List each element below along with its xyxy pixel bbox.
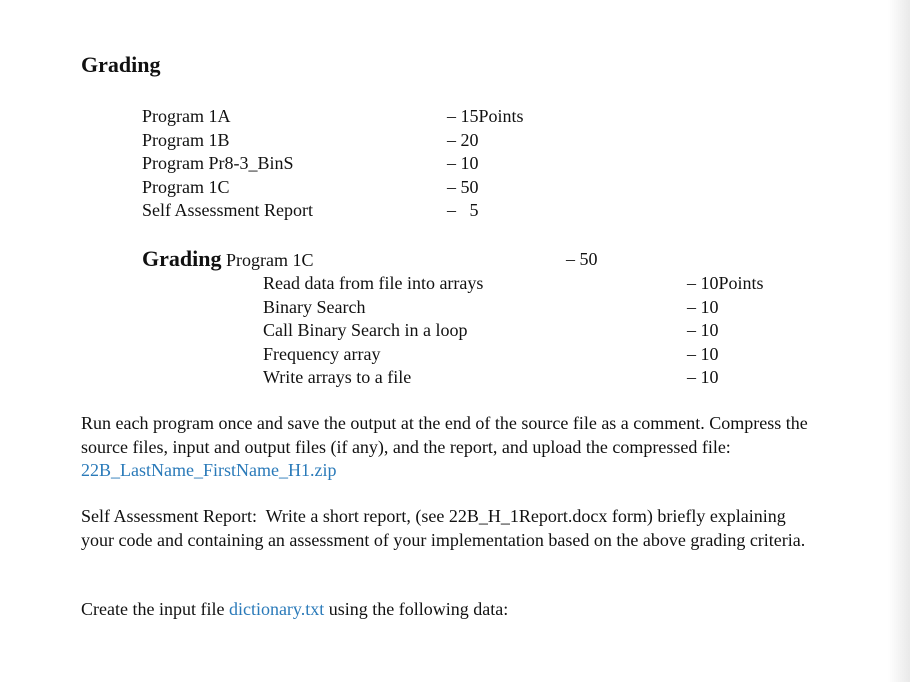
self-assessment-paragraph xyxy=(81,505,821,552)
grading-row xyxy=(142,176,479,200)
self-assessment-text: Self Assessment Report: Write a short report, (see 22B_H_1Report.docx form) briefly explaining your code and containing an assessment of your implementation based on the above grading criteria. xyxy=(81,506,806,550)
sub-grading-bold-label: Grading xyxy=(142,246,222,271)
sub-grading-item-label: Write arrays to a file xyxy=(263,367,412,387)
sub-grading-item-label: Binary Search xyxy=(263,296,366,317)
sub-grading-item-label: Read data from file into arrays xyxy=(263,273,484,293)
page-edge-shadow xyxy=(888,0,910,682)
grading-item-label: Program Pr8-3_BinS xyxy=(142,153,294,173)
input-file-paragraph xyxy=(81,598,821,622)
zip-filename-link[interactable]: 22B_LastName_FirstName_H1.zip xyxy=(81,460,337,480)
sub-grading-item-points: – 10 xyxy=(687,367,719,387)
grading-row xyxy=(142,199,479,223)
sub-grading-heading xyxy=(142,246,598,273)
instructions-paragraph xyxy=(81,412,821,483)
grading-table xyxy=(142,105,524,223)
dictionary-file-link[interactable]: dictionary.txt xyxy=(228,599,325,619)
input-file-text-after: using the following data: xyxy=(324,599,509,619)
sub-grading-row xyxy=(263,366,719,390)
grading-item-points: – 20 xyxy=(447,129,479,150)
sub-grading-item-label: Frequency array xyxy=(263,343,381,364)
sub-grading-table xyxy=(263,272,764,390)
sub-grading-item-points: – 10 xyxy=(687,343,719,364)
grading-item-label: Program 1B xyxy=(142,129,230,150)
grading-item-points: – 5 xyxy=(447,200,479,220)
sub-grading-item-label: Call Binary Search in a loop xyxy=(263,320,468,340)
sub-grading-row xyxy=(263,296,719,320)
grading-item-points: – 10 xyxy=(447,153,479,173)
grading-row xyxy=(142,105,524,129)
grading-item-points: – 15Points xyxy=(447,106,524,126)
grading-item-label: Program 1A xyxy=(142,106,231,126)
sub-grading-label: Program 1C xyxy=(221,250,314,270)
sub-grading-row xyxy=(263,319,719,343)
sub-grading-row xyxy=(263,272,764,296)
sub-grading-item-points: – 10 xyxy=(687,296,719,317)
page-title: Grading xyxy=(81,52,161,77)
grading-row xyxy=(142,152,479,176)
sub-grading-item-points: – 10Points xyxy=(687,273,764,293)
input-file-text-before: Create the input file xyxy=(81,599,229,619)
instructions-text: Run each program once and save the output at the end of the source file as a comment. Compress the source files, input and output files (if any), and the report, and upload the compressed file: xyxy=(81,413,808,457)
sub-grading-item-points: – 10 xyxy=(687,320,719,340)
grading-item-label: Program 1C xyxy=(142,176,230,197)
grading-item-points: – 50 xyxy=(447,176,479,197)
grading-row xyxy=(142,129,479,153)
sub-grading-row xyxy=(263,343,719,367)
sub-grading-points: – 50 xyxy=(566,249,598,269)
grading-item-label: Self Assessment Report xyxy=(142,200,313,220)
